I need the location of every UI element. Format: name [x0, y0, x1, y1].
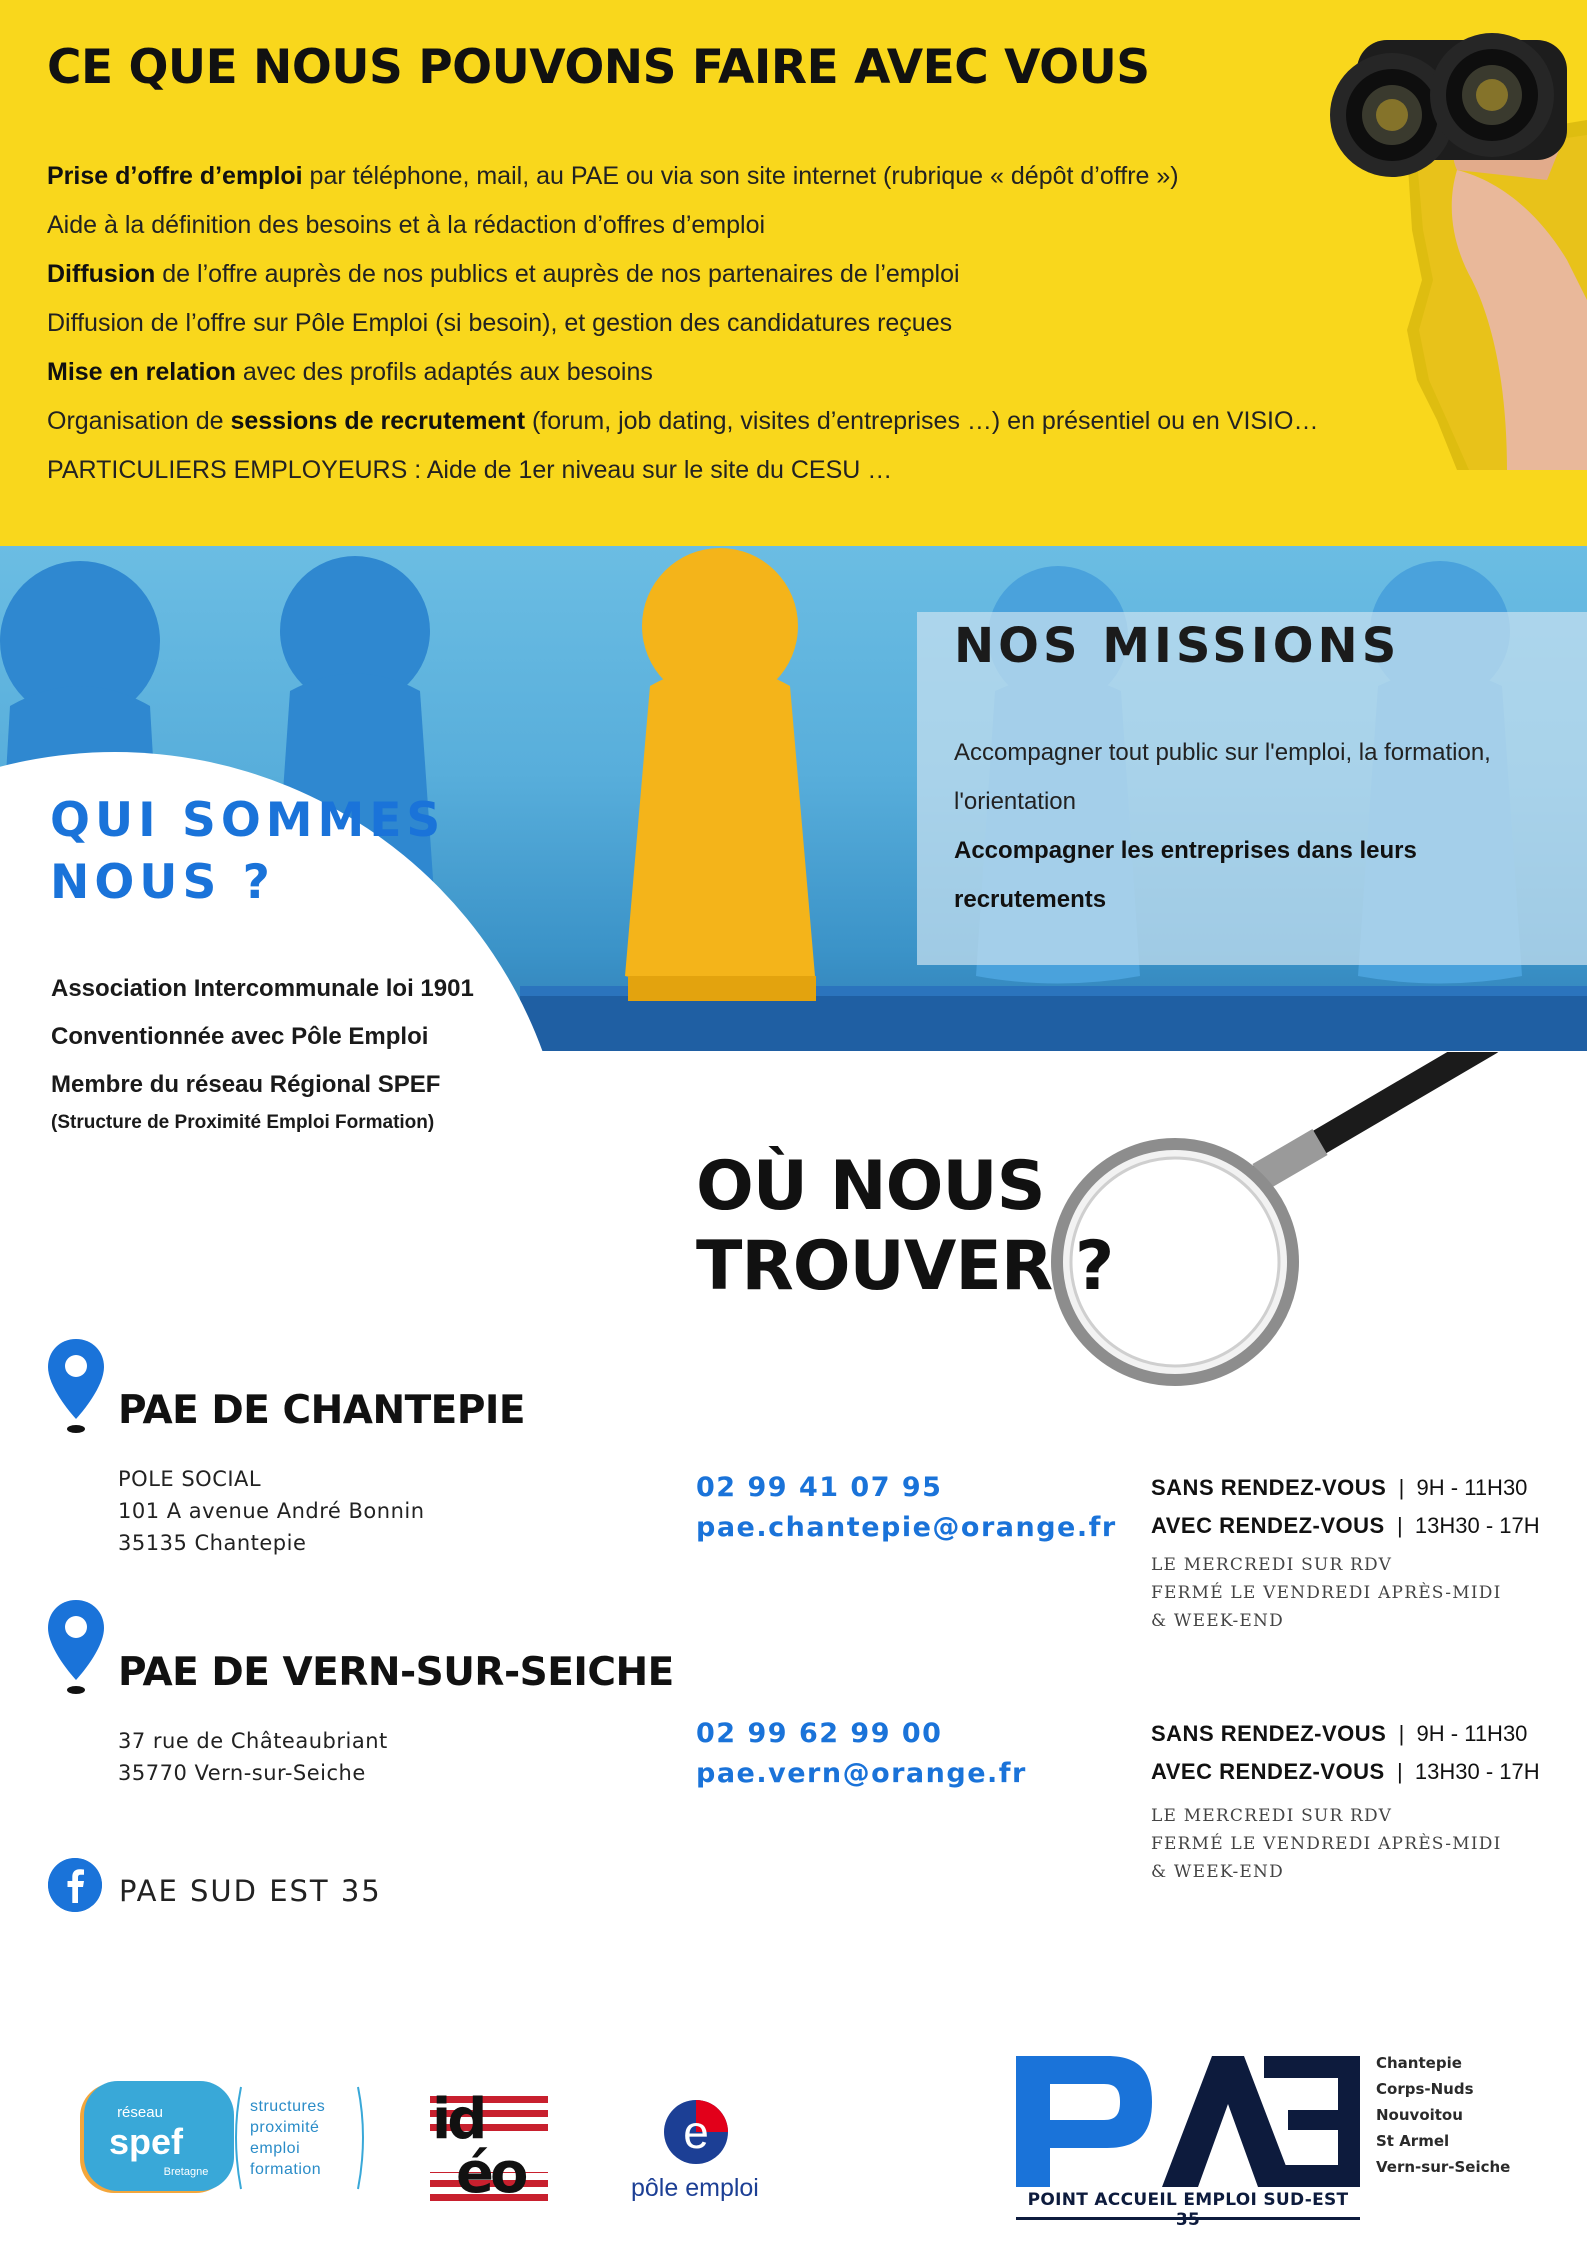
site-address	[118, 1725, 388, 1789]
binoculars-image	[1207, 0, 1587, 470]
hours-value: 13H30 - 17H	[1414, 1513, 1540, 1538]
mission-line: Accompagner tout public sur l'emploi, la formation,	[954, 739, 1491, 766]
hours-note: LE MERCREDI SUR RDV	[1151, 1806, 1393, 1826]
service-text: par téléphone, mail, au PAE ou via son site internet (rubrique « dépôt d’offre »)	[302, 162, 1179, 190]
map-pin-icon	[46, 1598, 106, 1698]
missions-list	[954, 728, 1554, 924]
ideo-text-top: id	[432, 2092, 484, 2152]
pae-town: Corps-Nuds	[1376, 2080, 1474, 2098]
site-contact	[696, 1468, 1117, 1548]
ideo-text-bottom: éo	[456, 2141, 525, 2202]
hours-separator: |	[1398, 1475, 1405, 1500]
services-title: CE QUE NOUS POUVONS FAIRE AVEC VOUS	[47, 40, 1150, 95]
hours-note: & WEEK-END	[1151, 1862, 1284, 1882]
spef-reseau-text: réseau	[117, 2104, 163, 2121]
service-text: de l’offre auprès de nos publics et auprès de nos partenaires de l’emploi	[155, 260, 960, 288]
phone-link[interactable]: 02 99 41 07 95	[696, 1472, 943, 1503]
spef-tagline-word: formation	[250, 2161, 322, 2178]
facebook-page-link[interactable]: PAE SUD EST 35	[119, 1874, 382, 1908]
hours-label: SANS RENDEZ-VOUS	[1151, 1475, 1387, 1500]
spef-tagline	[250, 2096, 325, 2180]
who-item: Membre du réseau Régional SPEF	[51, 1071, 441, 1098]
site-name: PAE DE VERN-SUR-SEICHE	[118, 1650, 674, 1695]
hours-label: AVEC RENDEZ-VOUS	[1151, 1759, 1385, 1784]
hours-value: 9H - 11H30	[1416, 1721, 1528, 1746]
spef-tagline-word: emploi	[250, 2140, 301, 2157]
hours-separator: |	[1398, 1721, 1405, 1746]
who-we-are-title	[50, 790, 445, 914]
address-line: 37 rue de Châteaubriant	[118, 1729, 388, 1753]
email-link[interactable]: pae.chantepie@orange.fr	[696, 1512, 1117, 1543]
hours-line	[1151, 1715, 1540, 1753]
hours-notes	[1151, 1551, 1501, 1635]
service-text: Diffusion de l’offre sur Pôle Emploi (si besoin), et gestion des candidatures reçues	[47, 309, 953, 337]
hours-line	[1151, 1469, 1540, 1507]
service-bold: Diffusion	[47, 260, 156, 288]
service-item	[47, 250, 1318, 299]
hours-note: FERMÉ LE VENDREDI APRÈS-MIDI	[1151, 1583, 1502, 1603]
hours-note: LE MERCREDI SUR RDV	[1151, 1555, 1393, 1575]
site-address	[118, 1463, 425, 1559]
pae-town: Vern-sur-Seiche	[1376, 2158, 1511, 2176]
hours-separator: |	[1396, 1513, 1403, 1538]
service-item	[47, 397, 1318, 446]
who-item: Association Intercommunale loi 1901	[51, 975, 474, 1002]
hours-separator: |	[1396, 1759, 1403, 1784]
address-line: POLE SOCIAL	[118, 1467, 262, 1491]
spef-tagline-word: proximité	[250, 2119, 320, 2136]
service-text: PARTICULIERS EMPLOYEURS : Aide de 1er niveau sur le site du CESU …	[47, 456, 893, 484]
hours-label: AVEC RENDEZ-VOUS	[1151, 1513, 1385, 1538]
pole-emploi-letter: e	[683, 2106, 709, 2158]
mission-line: l'orientation	[954, 788, 1076, 815]
service-item	[47, 201, 1318, 250]
map-pin-icon	[46, 1337, 106, 1437]
pae-town: St Armel	[1376, 2132, 1450, 2150]
site-name: PAE DE CHANTEPIE	[118, 1388, 526, 1433]
pae-subtitle: POINT ACCUEIL EMPLOI SUD-EST 35	[1016, 2190, 1360, 2220]
ideo-logo	[430, 2092, 548, 2202]
hours-line	[1151, 1507, 1540, 1545]
facebook-icon[interactable]	[48, 1858, 102, 1912]
service-text: avec des profils adaptés aux besoins	[235, 358, 653, 386]
hours-note: & WEEK-END	[1151, 1611, 1284, 1631]
pae-town: Chantepie	[1376, 2054, 1462, 2072]
hours-value: 13H30 - 17H	[1414, 1759, 1540, 1784]
who-title-line: NOUS ?	[50, 855, 275, 910]
missions-title: NOS MISSIONS	[954, 618, 1401, 674]
hours-value: 9H - 11H30	[1416, 1475, 1528, 1500]
where-title-line: OÙ NOUS	[696, 1147, 1045, 1226]
service-text: Organisation de	[47, 407, 231, 435]
hours-line	[1151, 1753, 1540, 1791]
spef-tagline-word: structures	[250, 2098, 326, 2115]
phone-link[interactable]: 02 99 62 99 00	[696, 1718, 943, 1749]
hours-label: SANS RENDEZ-VOUS	[1151, 1721, 1387, 1746]
spef-name-text: spef	[108, 2121, 184, 2162]
where-title-line: TROUVER ?	[696, 1227, 1114, 1306]
who-item: Conventionnée avec Pôle Emploi	[51, 1023, 429, 1050]
service-item	[47, 299, 1318, 348]
address-line: 101 A avenue André Bonnin	[118, 1499, 425, 1523]
service-item	[47, 152, 1318, 201]
hours-notes	[1151, 1802, 1501, 1886]
spef-region-text: Bretagne	[163, 2166, 209, 2178]
mission-line: Accompagner les entreprises dans leurs	[954, 837, 1417, 864]
who-we-are-list	[51, 965, 474, 1109]
services-section	[0, 0, 1587, 546]
services-list	[47, 152, 1318, 495]
service-item	[47, 348, 1318, 397]
pae-towns-list	[1376, 2050, 1510, 2180]
mission-line: recrutements	[954, 886, 1107, 913]
service-bold: Mise en relation	[47, 358, 236, 386]
spef-definition: (Structure de Proximité Emploi Formation)	[51, 1112, 435, 1133]
who-title-line: QUI SOMMES	[50, 793, 446, 848]
address-line: 35135 Chantepie	[118, 1531, 307, 1555]
email-link[interactable]: pae.vern@orange.fr	[696, 1758, 1027, 1789]
pole-emploi-text: pôle emploi	[631, 2174, 759, 2202]
pae-town: Nouvoitou	[1376, 2106, 1463, 2124]
service-text: Aide à la définition des besoins et à la rédaction d’offres d’emploi	[47, 211, 766, 239]
opening-hours	[1151, 1469, 1540, 1545]
opening-hours	[1151, 1715, 1540, 1791]
service-bold: Prise d’offre d’emploi	[47, 162, 303, 190]
hours-note: FERMÉ LE VENDREDI APRÈS-MIDI	[1151, 1834, 1502, 1854]
address-line: 35770 Vern-sur-Seiche	[118, 1761, 366, 1785]
service-item	[47, 446, 1318, 495]
service-text: (forum, job dating, visites d’entreprises …) en présentiel ou en VISIO…	[525, 407, 1319, 435]
where-title	[696, 1147, 1113, 1307]
site-contact	[696, 1714, 1027, 1794]
service-bold: sessions de recrutement	[230, 407, 526, 435]
